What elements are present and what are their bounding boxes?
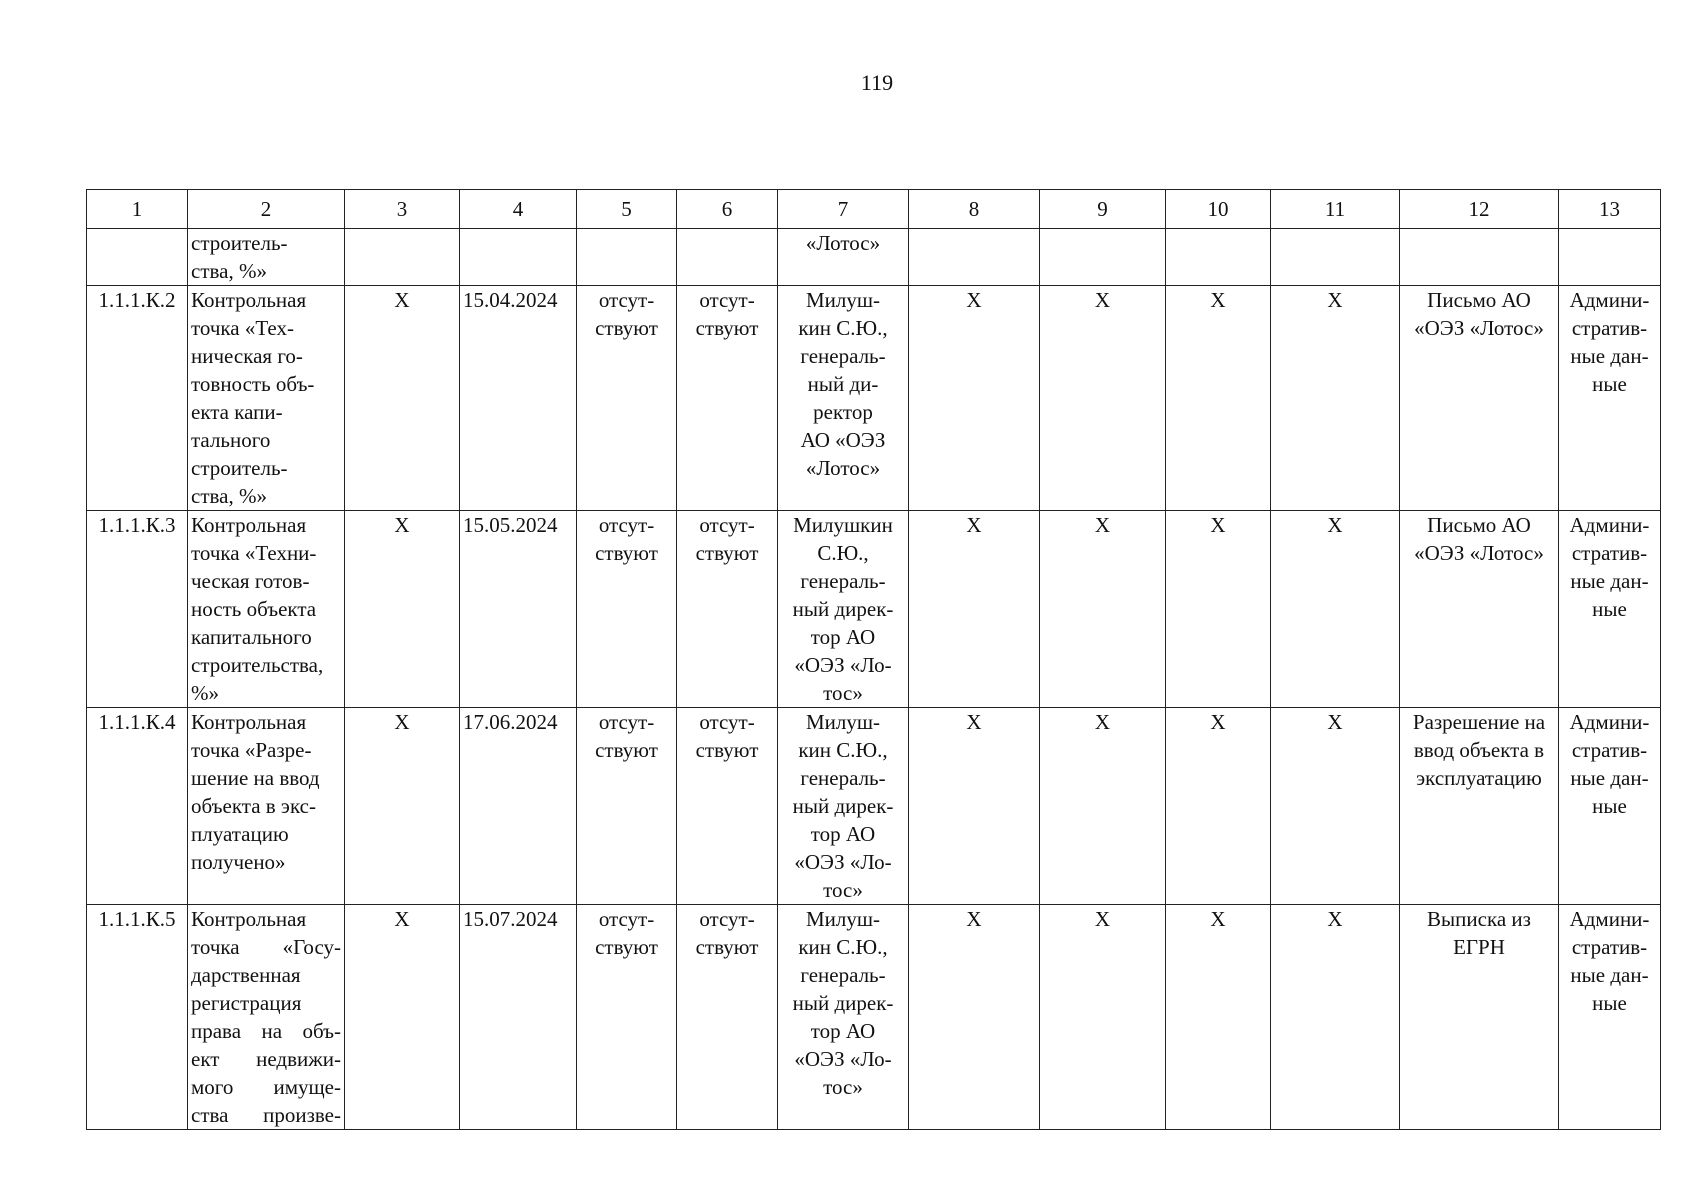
cell-text-line: объекта в экс- [191,794,316,818]
cell-text-line: X [1327,710,1343,734]
cell-text-line: строитель- [191,456,288,480]
cell-text-line: тор АО [810,822,876,846]
cell-text-line: X [394,513,410,537]
cell-col-5 [577,229,677,286]
cell-col-5 [577,511,677,708]
cell-text-line: стратив- [1571,316,1648,340]
cell-text-line: генераль- [800,344,886,368]
cell-text-line: тор АО [810,1019,876,1043]
cell-text-line: ные дан- [1570,963,1649,987]
table-row [87,905,1661,1130]
cell-text-line: АО «ОЭЗ [800,428,886,452]
cell-col-11 [1271,286,1400,511]
cell-text-line: Милуш- [805,710,881,734]
cell-text-line: X [1094,513,1111,537]
cell-text-line: Контрольная [191,288,307,312]
cell-text-line: ность объекта [191,597,317,621]
cell-text-line: Админи- [1569,288,1650,312]
cell-col-4 [460,905,577,1130]
cell-text-line: точка «Тех- [191,316,294,340]
cell-text-line: ввод объекта в [1413,738,1545,762]
cell-col-12 [1400,229,1559,286]
cell-text-line: ные дан- [1570,569,1649,593]
cell-text-line: ства, %» [191,484,267,508]
cell-text-line: тального [191,428,271,452]
table-row [87,286,1661,511]
cell-text-line: X [1210,288,1226,312]
cell-col-10 [1166,229,1271,286]
cell-col-11 [1271,708,1400,905]
cell-text-line: «ОЭЗ «Ло- [794,653,892,677]
cell-col-2 [188,511,345,708]
cell-text-line: X [966,907,982,931]
cell-text-line: ный дирек- [792,794,894,818]
cell-col-13 [1559,905,1661,1130]
cell-text-line: регистрация [191,991,302,1015]
cell-text-line: X [394,907,410,931]
cell-text-line: Выписка из [1427,907,1531,931]
cell-text-line: отсут- [598,710,655,734]
cell-col-6 [677,286,778,511]
cell-text-line: ствуют [595,316,658,340]
cell-text-line: отсут- [598,288,655,312]
cell-text-line: X [394,288,410,312]
cell-word: на [261,1019,283,1043]
cell-col-5 [577,905,677,1130]
column-number-7: 7 [778,190,909,229]
cell-text-line: дарственная [191,963,301,987]
cell-col-6 [677,511,778,708]
cell-text-line: 15.04.2024 [463,288,558,312]
cell-text-line: Разрешение на [1412,710,1546,734]
cell-text-line: отсут- [699,710,755,734]
table-body [87,229,1661,1130]
cell-col-12 [1400,708,1559,905]
cell-text-line: ства, %» [191,259,267,283]
cell-col-10 [1166,905,1271,1130]
cell-col-11 [1271,229,1400,286]
column-number-5: 5 [577,190,677,229]
cell-word: объ- [302,1019,341,1043]
cell-text-line: ный ди- [807,372,879,396]
column-number-1: 1 [87,190,188,229]
cell-text-line: X [1327,288,1343,312]
cell-text-line: товность объ- [191,372,315,396]
cell-text-line: Милуш- [805,288,881,312]
cell-col-7 [778,905,909,1130]
cell-text-line: тос» [823,1075,863,1099]
cell-text-line: Письмо АО [1427,513,1531,537]
cell-col-2 [188,708,345,905]
cell-text-line: «Лотос» [805,231,881,255]
cell-text-line: 15.07.2024 [463,907,558,931]
table-row [87,511,1661,708]
cell-text-line: ные дан- [1570,344,1649,368]
cell-text-line: стратив- [1571,541,1648,565]
cell-word: имуще- [273,1075,341,1099]
cell-text-line: тос» [823,681,863,705]
cell-col-9 [1040,511,1166,708]
cell-text-line: строитель- [191,231,288,255]
cell-text-line: генераль- [800,963,886,987]
cell-text-line: ные [1592,794,1627,818]
cell-text-line [191,1017,341,1045]
cell-text-line: «ОЭЗ «Лотос» [1414,541,1544,565]
cell-text-line: стратив- [1571,935,1648,959]
cell-text-line: кин С.Ю., [798,316,888,340]
cell-col-2 [188,229,345,286]
column-number-10: 10 [1166,190,1271,229]
cell-text-line: Милушкин [793,513,893,537]
cell-text-line: ствуют [695,738,759,762]
cell-col-5 [577,708,677,905]
cell-col-11 [1271,511,1400,708]
cell-text-line: отсут- [699,907,755,931]
cell-col-6 [677,708,778,905]
cell-text-line [191,1101,341,1129]
cell-word: мого [191,1075,234,1099]
cell-col-9 [1040,905,1166,1130]
cell-text-line: Админи- [1569,710,1650,734]
cell-text-line: X [1094,907,1111,931]
cell-text-line: 1.1.1.К.2 [98,288,176,312]
column-number-6: 6 [677,190,778,229]
column-number-4: 4 [460,190,577,229]
cell-text-line: Контрольная [191,513,307,537]
cell-text-line: «ОЭЗ «Ло- [794,1047,892,1071]
cell-text-line: генераль- [800,766,886,790]
cell-text-line: шение на ввод [191,766,320,790]
cell-text-line: X [1210,513,1226,537]
cell-text-line: отсут- [598,907,655,931]
cell-col-7 [778,229,909,286]
cell-word: произве- [263,1103,341,1127]
page-number: 119 [860,70,894,95]
cell-text-line: кин С.Ю., [798,935,888,959]
cell-col-10 [1166,511,1271,708]
cell-text-line: эксплуатацию [1416,766,1542,790]
cell-word: точка [191,935,240,959]
cell-text-line: ный дирек- [792,991,894,1015]
cell-text-line: 17.06.2024 [463,710,558,734]
cell-col-1 [87,511,188,708]
cell-col-4 [460,286,577,511]
cell-text-line: Админи- [1569,907,1650,931]
cell-text-line: ствуют [695,541,759,565]
cell-text-line [191,933,341,961]
cell-text-line [191,1045,341,1073]
cell-text-line: ствуют [695,316,759,340]
cell-text-line: X [394,710,410,734]
cell-col-8 [909,708,1040,905]
cell-col-13 [1559,286,1661,511]
column-number-12: 12 [1400,190,1559,229]
cell-text-line: Контрольная [191,710,307,734]
cell-word: недвижи- [256,1047,341,1071]
cell-col-2 [188,286,345,511]
cell-text-line: С.Ю., [817,541,869,565]
cell-text-line: екта капи- [191,400,283,424]
cell-col-13 [1559,229,1661,286]
cell-col-4 [460,229,577,286]
cell-text-line: ническая го- [191,344,303,368]
cell-text-line: генераль- [800,569,886,593]
column-number-8: 8 [909,190,1040,229]
cell-col-9 [1040,708,1166,905]
cell-word: права [191,1019,242,1043]
cell-col-12 [1400,905,1559,1130]
column-number-row [87,190,1661,229]
cell-col-8 [909,905,1040,1130]
cell-text-line: X [1210,907,1226,931]
cell-text-line: строительства, [191,653,324,677]
cell-col-7 [778,286,909,511]
column-number-2: 2 [188,190,345,229]
cell-col-12 [1400,511,1559,708]
cell-text-line: Контрольная [191,907,307,931]
cell-col-7 [778,708,909,905]
cell-col-10 [1166,708,1271,905]
column-number-3: 3 [345,190,460,229]
cell-col-13 [1559,708,1661,905]
cell-text-line: получено» [191,850,286,874]
cell-text-line: ные [1592,991,1627,1015]
cell-text-line [191,1073,341,1101]
cell-text-line: отсут- [598,513,655,537]
cell-text-line: X [1094,710,1111,734]
cell-col-3 [345,286,460,511]
cell-col-8 [909,511,1040,708]
cell-word: ства [191,1103,229,1127]
cell-text-line: стратив- [1571,738,1648,762]
cell-col-2 [188,905,345,1130]
cell-text-line: X [966,288,982,312]
column-number-13: 13 [1559,190,1661,229]
cell-text-line: точка «Разре- [191,738,312,762]
cell-col-3 [345,708,460,905]
cell-text-line: ствуют [595,935,658,959]
cell-col-3 [345,511,460,708]
cell-text-line: ные дан- [1570,766,1649,790]
cell-col-12 [1400,286,1559,511]
cell-text-line: X [1327,907,1343,931]
cell-text-line: Письмо АО [1427,288,1531,312]
cell-col-6 [677,905,778,1130]
cell-text-line: X [1327,513,1343,537]
cell-text-line: X [1210,710,1226,734]
cell-text-line: ные [1592,597,1627,621]
cell-col-1 [87,708,188,905]
cell-col-10 [1166,286,1271,511]
cell-word: «Госу- [282,935,341,959]
cell-text-line: капитального [191,625,312,649]
cell-col-13 [1559,511,1661,708]
cell-text-line: ствуют [695,935,759,959]
cell-text-line: ческая готов- [191,569,310,593]
cell-word: ект [191,1047,220,1071]
cell-col-3 [345,905,460,1130]
cell-col-4 [460,511,577,708]
cell-text-line: отсут- [699,288,755,312]
cell-col-4 [460,708,577,905]
column-number-9: 9 [1040,190,1166,229]
cell-text-line: «Лотос» [805,456,881,480]
cell-text-line: ные [1592,372,1627,396]
cell-text-line: тос» [823,878,863,902]
cell-col-1 [87,286,188,511]
cell-col-11 [1271,905,1400,1130]
cell-text-line: 1.1.1.К.4 [98,710,176,734]
cell-text-line: тор АО [810,625,876,649]
cell-text-line: Админи- [1569,513,1650,537]
cell-text-line: %» [191,681,219,705]
cell-col-9 [1040,286,1166,511]
cell-text-line: X [966,513,982,537]
cell-text-line: «ОЭЗ «Лотос» [1414,316,1544,340]
cell-text-line: 1.1.1.К.3 [98,513,176,537]
cell-text-line: X [1094,288,1111,312]
column-number-11: 11 [1271,190,1400,229]
cell-col-7 [778,511,909,708]
cell-col-6 [677,229,778,286]
cell-col-5 [577,286,677,511]
cell-text-line: ЕГРН [1453,935,1505,959]
cell-col-1 [87,905,188,1130]
cell-text-line: отсут- [699,513,755,537]
cell-text-line: X [966,710,982,734]
cell-text-line: плуатацию [191,822,289,846]
cell-text-line: 1.1.1.К.5 [98,907,176,931]
cell-text-line: ный дирек- [792,597,894,621]
cell-text-line: точка «Техни- [191,541,317,565]
cell-col-8 [909,229,1040,286]
cell-text-line: «ОЭЗ «Ло- [794,850,892,874]
cell-text-line: ректор [813,400,873,424]
cell-col-1 [87,229,188,286]
cell-text-line: Милуш- [805,907,881,931]
table-row [87,708,1661,905]
cell-text-line: ствуют [595,541,658,565]
cell-text-line: ствуют [595,738,658,762]
control-points-table [86,189,1661,1130]
cell-col-8 [909,286,1040,511]
cell-text-line: 15.05.2024 [463,513,558,537]
cell-col-9 [1040,229,1166,286]
cell-text-line: кин С.Ю., [798,738,888,762]
table-row [87,229,1661,286]
cell-col-3 [345,229,460,286]
